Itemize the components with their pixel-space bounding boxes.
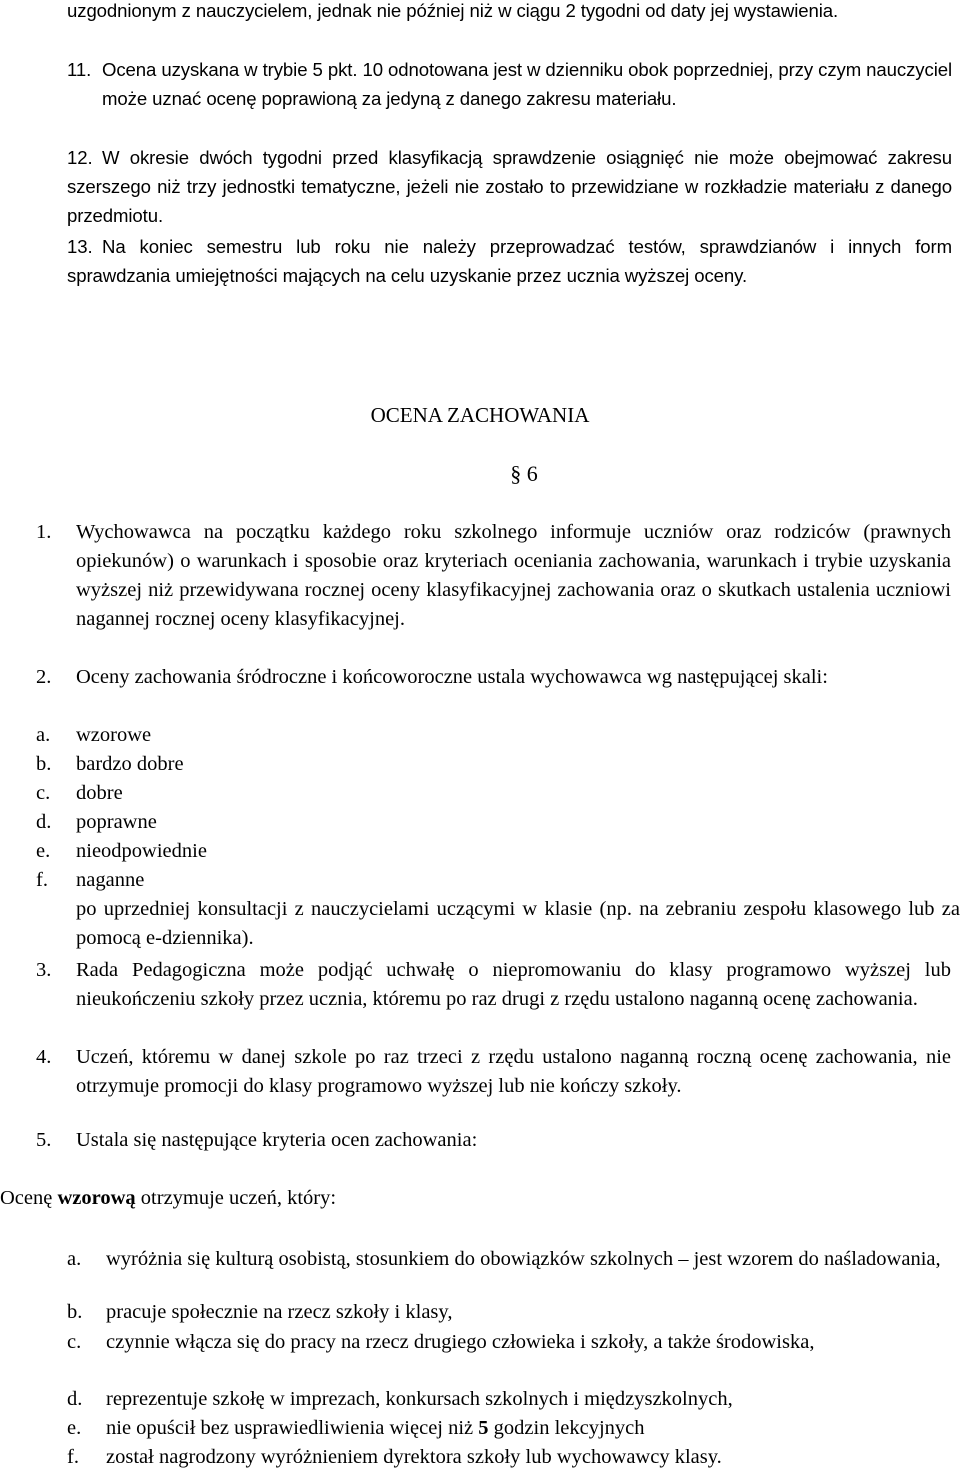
rule-number: 5. <box>36 1129 52 1151</box>
section-title: OCENA ZACHOWANIA <box>370 403 590 427</box>
rule-2 <box>36 663 951 692</box>
exemplary-intro <box>0 1184 940 1213</box>
rule-4 <box>36 1043 951 1101</box>
top-continuation-text: uzgodnionym z nauczycielem, jednak nie później niż w ciągu 2 tygodni od daty jej wystawienia. <box>67 0 839 21</box>
criterion-letter: f. <box>67 1446 79 1468</box>
item-12 <box>67 143 952 230</box>
scale-item <box>36 750 951 779</box>
criterion-item <box>67 1245 956 1274</box>
rule-text: Ustala się następujące kryteria ocen zachowania: <box>76 1129 478 1151</box>
scale-letter: f. <box>36 869 48 891</box>
criterion-item <box>67 1298 956 1327</box>
scale-item <box>36 721 951 750</box>
rule-text: Uczeń, któremu w danej szkole po raz trzeci z rzędu ustalono naganną roczną ocenę zachowania, nie otrzymuje promocji do klasy programowo wyższej lub nie kończy szkoły. <box>76 1046 951 1097</box>
intro-before: Ocenę <box>0 1187 58 1209</box>
criterion-item <box>67 1414 956 1443</box>
scale-item <box>36 837 951 866</box>
criterion-item <box>67 1443 956 1472</box>
rule-text: Wychowawca na początku każdego roku szkolnego informuje uczniów oraz rodziców (prawnych opiekunów) o warunkach i sposobie oraz kryteriach oceniania zachowania, warunkach i trybie uzyskania wyższej niż przewidywana rocznej oceny klasyfikacyjnej zachowania oraz o skutkach ustalenia uczniowi nagannej rocznej oceny klasyfikacyjnej. <box>76 521 951 630</box>
criterion-text: został nagrodzony wyróżnieniem dyrektora szkoły lub wychowawcy klasy. <box>106 1446 722 1468</box>
scale-item <box>36 866 951 895</box>
rule-text: Rada Pedagogiczna może podjąć uchwałę o niepromowaniu do klasy programowo wyższej lub nieukończeniu szkoły przez ucznia, któremu po raz drugi z rzędu ustalono naganną ocenę zachowania. <box>76 959 951 1010</box>
scale-text: wzorowe <box>76 724 152 746</box>
scale-text: dobre <box>76 782 123 804</box>
criterion-letter: c. <box>67 1331 82 1353</box>
criterion-letter: e. <box>67 1417 82 1439</box>
criterion-item <box>67 1385 956 1414</box>
scale-text: nieodpowiednie <box>76 840 207 862</box>
intro-grade-bold: wzorową <box>57 1187 136 1209</box>
scale-letter: d. <box>36 811 52 833</box>
item-number: 12. <box>67 147 93 168</box>
criterion-text-after: godzin lekcyjnych <box>488 1417 645 1439</box>
scale-text: poprawne <box>76 811 157 833</box>
rule-5 <box>36 1126 951 1155</box>
rule-number: 2. <box>36 666 52 688</box>
intro-after: otrzymuje uczeń, który: <box>135 1187 337 1209</box>
item-text: Na koniec semestru lub roku nie należy przeprowadzać testów, sprawdzianów i innych form sprawdzania umiejętności mających na celu uzyskanie przez ucznia wyższej oceny. <box>67 236 952 286</box>
item-number: 11. <box>67 59 92 80</box>
scale-text: naganne <box>76 869 145 891</box>
criterion-text <box>67 1414 956 1443</box>
criterion-text-before: nie opuścił bez usprawiedliwienia więcej niż <box>106 1417 479 1439</box>
scale-text: bardzo dobre <box>76 753 184 775</box>
item-number: 13. <box>67 236 93 257</box>
criterion-item <box>67 1328 956 1357</box>
scale-letter: c. <box>36 782 51 804</box>
rule-number: 4. <box>36 1046 52 1068</box>
item-11 <box>67 55 952 113</box>
scale-item <box>36 779 951 808</box>
rule-number: 1. <box>36 521 52 543</box>
item-text: W okresie dwóch tygodni przed klasyfikacją sprawdzenie osiągnięć nie może obejmować zakresu szerszego niż trzy jednostki tematyczne, jeżeli nie zostało to przewidziane w rozkładzie materiału z danego przedmiotu. <box>67 147 952 226</box>
item-13 <box>67 232 952 290</box>
criterion-hours-bold: 5 <box>478 1417 489 1439</box>
rule-3 <box>36 956 951 1014</box>
scale-item <box>36 808 951 837</box>
criterion-text: reprezentuje szkołę w imprezach, konkursach szkolnych i międzyszkolnych, <box>106 1388 733 1410</box>
criterion-text: pracuje społecznie na rzecz szkoły i klasy, <box>106 1301 453 1323</box>
rule-text: Oceny zachowania śródroczne i końcoworoczne ustala wychowawca wg następującej skali: <box>76 666 828 688</box>
item-text: Ocena uzyskana w trybie 5 pkt. 10 odnotowana jest w dzienniku obok poprzedniej, przy czym nauczyciel może uznać ocenę poprawioną za jedyną z danego zakresu materiału. <box>102 59 952 109</box>
scale-letter: b. <box>36 753 52 775</box>
rule-1 <box>36 518 951 634</box>
criterion-letter: d. <box>67 1388 83 1410</box>
criterion-letter: a. <box>67 1248 82 1270</box>
section-number: § 6 <box>510 461 538 486</box>
scale-letter: a. <box>36 724 51 746</box>
scale-note: po uprzedniej konsultacji z nauczycielami uczącymi w klasie (np. na zebraniu zespołu klasowego lub za pomocą e-dziennika). <box>76 898 960 949</box>
rule-number: 3. <box>36 959 52 981</box>
criterion-text: czynnie włącza się do pracy na rzecz drugiego człowieka i szkoły, a także środowiska, <box>106 1331 815 1353</box>
criterion-text: wyróżnia się kulturą osobistą, stosunkiem do obowiązków szkolnych – jest wzorem do naśladowania, <box>106 1248 941 1270</box>
criterion-letter: b. <box>67 1301 83 1323</box>
scale-letter: e. <box>36 840 51 862</box>
